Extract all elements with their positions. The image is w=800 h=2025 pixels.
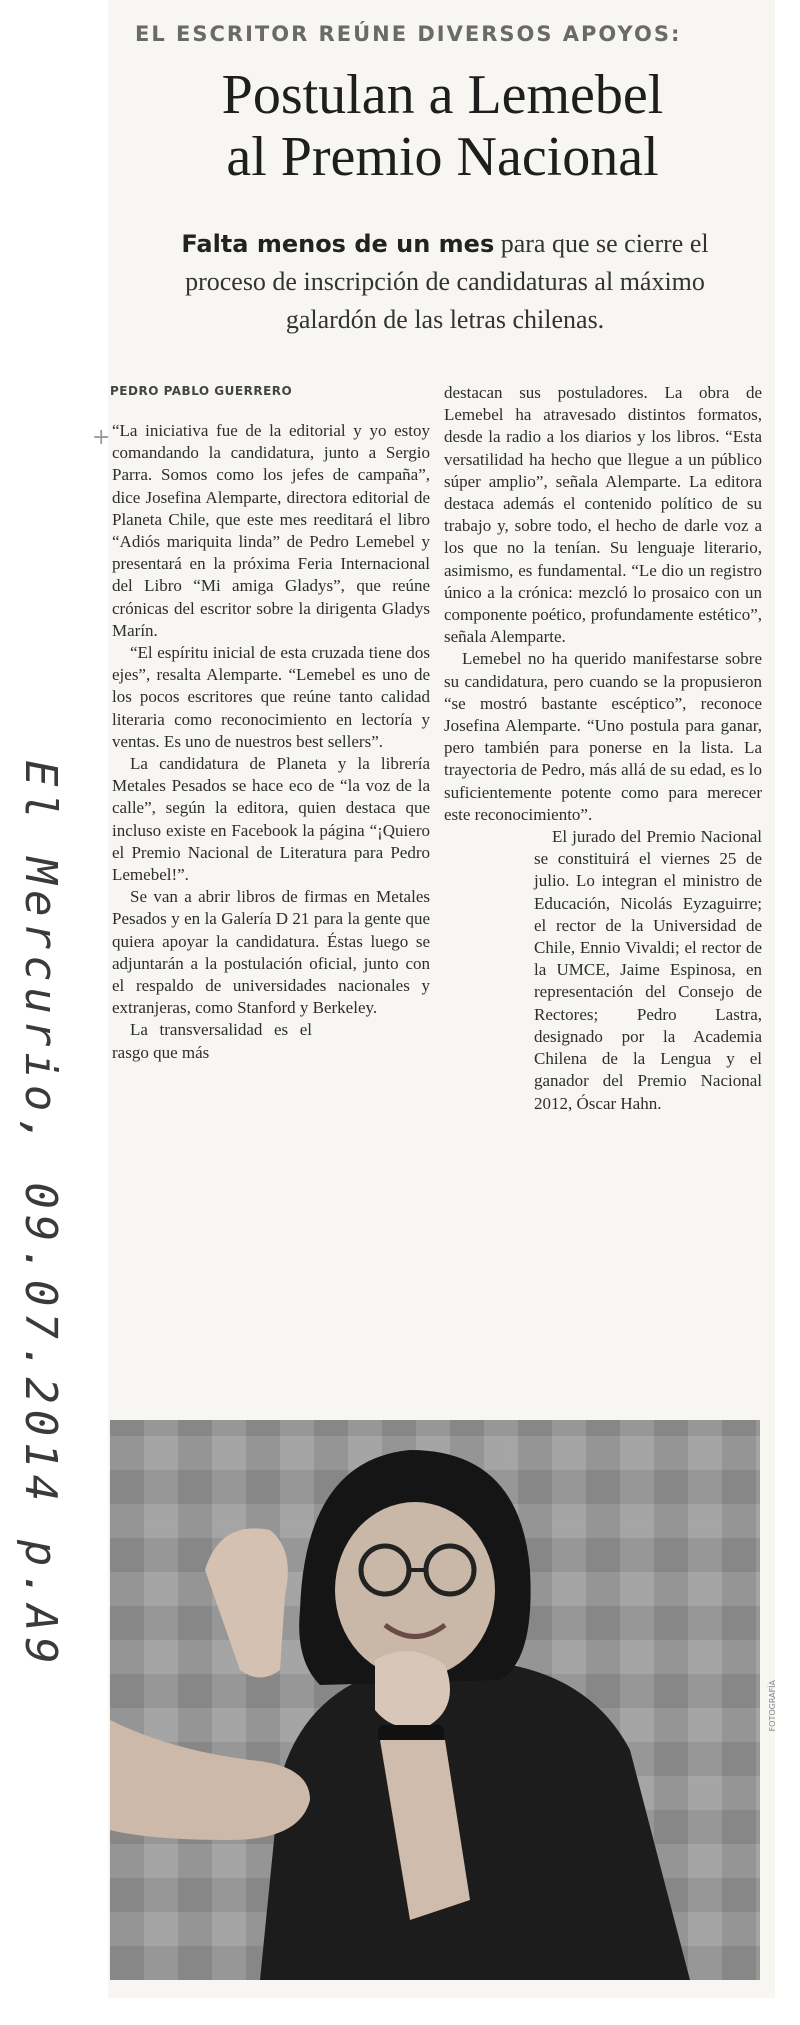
portrait-illustration <box>110 1420 760 1980</box>
deck <box>140 225 750 339</box>
paragraph: Lemebel no ha querido manifestarse sobre su candidatura, pero cuando se la propusieron “se mostró bastante escéptico”, reconoce Josefina Alemparte. “Uno postula para ganar, pero también para ponerse en la lista. La trayectoria de Pedro, más allá de su edad, es lo suficientemente potente como para merecer este reconocimiento”. <box>444 649 762 824</box>
paragraph: “El espíritu inicial de esta cruzada tiene dos ejes”, resalta Alemparte. “Lemebel es uno de los pocos escritores que reúne tanto calidad literaria como reconocimiento en lectoría y ventas. Es uno de nuestros best sellers”. <box>112 643 430 751</box>
plus-mark-icon: + <box>92 425 111 450</box>
paragraph: “La iniciativa fue de la editorial y yo estoy comandando la candidatura, junto a Sergio Parra. Somos como los jefes de campaña”, dice Josefina Alemparte, directora editorial de Planeta Chile, que este mes reeditará el libro “Adiós mariquita linda” de Pedro Lemebel y presentará en la próxima Feria Internacional del Libro “Mi amiga Gladys”, que reúne crónicas del escritor sobre la dirigenta Gladys Marín. <box>112 421 430 640</box>
photo-credit: FOTOGRAFÍA <box>768 1680 777 1732</box>
kicker: EL ESCRITOR REÚNE DIVERSOS APOYOS: <box>135 22 682 46</box>
paragraph: Se van a abrir libros de firmas en Metales Pesados y en la Galería D 21 para la gente que quiera apoyar la candidatura. Éstas luego se adjuntarán a la postulación oficial, junto con el respaldo de universidades nacionales y extranjeras, como Stanford y Berkeley. <box>112 887 430 1018</box>
paragraph: La candidatura de Planeta y la librería Metales Pesados se hace eco de “la voz de la calle”, según la editora, quien destaca que incluso existe en Facebook la página “¡Quiero el Premio Nacional de Literatura para Pedro Lemebel!”. <box>112 754 430 885</box>
deck-bold: Falta menos de un mes <box>181 230 495 258</box>
paragraph: La transversalidad es el rasgo que más <box>112 1020 312 1062</box>
article-column-left <box>112 420 430 1064</box>
lemebel-photo <box>110 1420 760 1980</box>
headline <box>110 64 775 188</box>
byline: PEDRO PABLO GUERRERO <box>110 384 293 398</box>
headline-line-1: Postulan a Lemebel <box>221 64 664 126</box>
deck-rest: para que se cierre el proceso de inscripción de candidaturas al máximo galardón de las letras chilenas. <box>185 229 709 334</box>
article-column-right <box>444 382 762 1115</box>
headline-line-2: al Premio Nacional <box>226 126 659 188</box>
handwritten-source-note: El Mercurio, 09.07.2014 p.A9 <box>15 760 66 1670</box>
paragraph: destacan sus postuladores. La obra de Lemebel ha atravesado distintos formatos, desde la radio a los diarios y los libros. “Esta versatilidad ha hecho que llegue a un público súper amplio”, señala Alemparte. La editora destaca además el contenido político de su trabajo y, sobre todo, el hecho de darle voz a los que no la tenían. Su lenguaje literario, asimismo, es fundamental. “Le dio un registro único a la crónica: mezcló lo prosaico con un componente poético, profundamente estético”, señala Alemparte. <box>444 383 762 647</box>
paragraph: El jurado del Premio Nacional se constituirá el viernes 25 de julio. Lo integran el ministro de Educación, Nicolás Eyzaguirre; el rector de la Universidad de Chile, Ennio Vivaldi; el rector de la UMCE, Jaime Espinosa, en representación del Consejo de Rectores; Pedro Lastra, designado por la Academia Chilena de la Lengua y el ganador del Premio Nacional 2012, Óscar Hahn. <box>534 827 762 1113</box>
